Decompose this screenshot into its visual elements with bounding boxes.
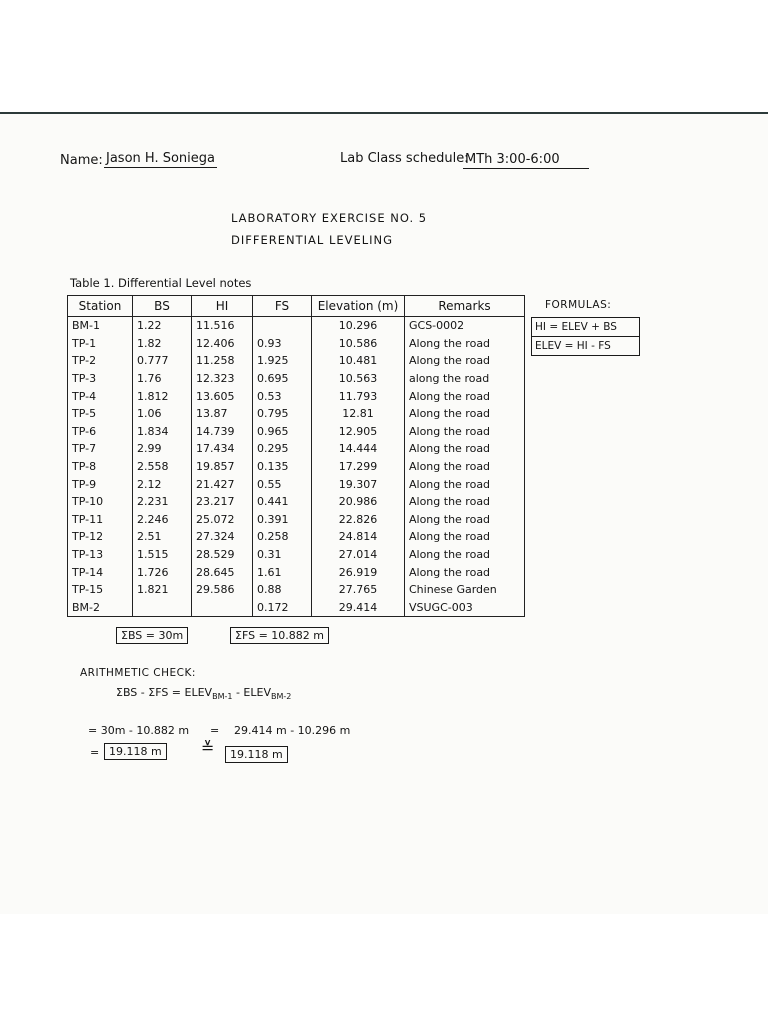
table-body <box>68 317 525 617</box>
cell-station: TP-5 <box>68 405 133 423</box>
cell-remarks: Along the road <box>405 405 525 423</box>
cell-bs: 1.515 <box>133 546 192 564</box>
cell-hi: 11.258 <box>192 352 253 370</box>
table-row <box>68 493 525 511</box>
cell-hi: 13.605 <box>192 387 253 405</box>
cell-remarks: Along the road <box>405 440 525 458</box>
cell-station: TP-3 <box>68 370 133 388</box>
arithmetic-check-label: ARITHMETIC CHECK: <box>80 667 196 679</box>
check-line-2-eq: = <box>210 724 220 737</box>
col-fs: FS <box>253 296 312 317</box>
cell-elevation: 27.014 <box>312 546 405 564</box>
check-line1-sub1: BM-1 <box>212 692 233 702</box>
cell-hi: 11.516 <box>192 317 253 335</box>
cell-station: TP-6 <box>68 423 133 441</box>
table-row <box>68 370 525 388</box>
cell-hi: 19.857 <box>192 458 253 476</box>
col-elevation: Elevation (m) <box>312 296 405 317</box>
cell-hi: 13.87 <box>192 405 253 423</box>
cell-fs: 0.135 <box>253 458 312 476</box>
cell-elevation: 27.765 <box>312 581 405 599</box>
cell-remarks: Along the road <box>405 335 525 353</box>
col-station: Station <box>68 296 133 317</box>
cell-bs: 1.834 <box>133 423 192 441</box>
cell-station: TP-12 <box>68 528 133 546</box>
cell-hi: 14.739 <box>192 423 253 441</box>
cell-hi: 27.324 <box>192 528 253 546</box>
cell-fs: 0.172 <box>253 599 312 617</box>
cell-fs: 0.965 <box>253 423 312 441</box>
cell-remarks: Along the road <box>405 546 525 564</box>
formulas-label: FORMULAS: <box>545 299 612 311</box>
cell-elevation: 24.814 <box>312 528 405 546</box>
cell-hi <box>192 599 253 617</box>
cell-bs: 2.51 <box>133 528 192 546</box>
cell-bs: 2.12 <box>133 475 192 493</box>
cell-hi: 29.586 <box>192 581 253 599</box>
cell-remarks: VSUGC-003 <box>405 599 525 617</box>
cell-fs: 1.61 <box>253 563 312 581</box>
cell-remarks: along the road <box>405 370 525 388</box>
cell-elevation: 10.296 <box>312 317 405 335</box>
cell-elevation: 17.299 <box>312 458 405 476</box>
cell-hi: 17.434 <box>192 440 253 458</box>
cell-station: TP-14 <box>68 563 133 581</box>
cell-remarks: Along the road <box>405 458 525 476</box>
cell-fs <box>253 317 312 335</box>
cell-fs: 0.53 <box>253 387 312 405</box>
cell-remarks: GCS-0002 <box>405 317 525 335</box>
table-row <box>68 599 525 617</box>
cell-station: TP-9 <box>68 475 133 493</box>
cell-elevation: 14.444 <box>312 440 405 458</box>
table-header-row <box>68 296 525 317</box>
table-row <box>68 563 525 581</box>
table-row <box>68 511 525 529</box>
cell-bs: 2.231 <box>133 493 192 511</box>
cell-hi: 12.406 <box>192 335 253 353</box>
check-line-1 <box>116 686 291 701</box>
cell-station: TP-8 <box>68 458 133 476</box>
cell-remarks: Along the road <box>405 563 525 581</box>
table-row <box>68 475 525 493</box>
cell-elevation: 26.919 <box>312 563 405 581</box>
cell-bs: 1.812 <box>133 387 192 405</box>
cell-fs: 0.88 <box>253 581 312 599</box>
formula-elev: ELEV = HI - FS <box>532 336 639 355</box>
cell-bs: 2.99 <box>133 440 192 458</box>
result-left-box: 19.118 m <box>104 743 167 760</box>
cell-station: TP-13 <box>68 546 133 564</box>
table-row <box>68 528 525 546</box>
cell-station: TP-1 <box>68 335 133 353</box>
cell-bs: 1.22 <box>133 317 192 335</box>
table-row <box>68 581 525 599</box>
cell-bs: 0.777 <box>133 352 192 370</box>
cell-elevation: 12.81 <box>312 405 405 423</box>
approx-equal-sign: ≚ <box>201 738 215 757</box>
check-line1-mid: - ELEV <box>232 686 271 699</box>
cell-station: TP-2 <box>68 352 133 370</box>
cell-station: TP-4 <box>68 387 133 405</box>
cell-bs: 2.246 <box>133 511 192 529</box>
cell-bs: 1.726 <box>133 563 192 581</box>
formula-hi: HI = ELEV + BS <box>535 321 617 333</box>
result-eq-sign: = <box>90 746 100 759</box>
cell-elevation: 22.826 <box>312 511 405 529</box>
formulas-box <box>531 317 640 356</box>
schedule-value: MTh 3:00-6:00 <box>463 152 589 169</box>
col-bs: BS <box>133 296 192 317</box>
cell-remarks: Chinese Garden <box>405 581 525 599</box>
table-row <box>68 423 525 441</box>
cell-elevation: 10.563 <box>312 370 405 388</box>
table-row <box>68 440 525 458</box>
cell-fs: 0.295 <box>253 440 312 458</box>
cell-bs: 1.06 <box>133 405 192 423</box>
cell-elevation: 29.414 <box>312 599 405 617</box>
cell-station: TP-10 <box>68 493 133 511</box>
differential-level-table <box>67 295 525 617</box>
cell-hi: 25.072 <box>192 511 253 529</box>
table-row <box>68 458 525 476</box>
table-row <box>68 352 525 370</box>
table-row <box>68 335 525 353</box>
cell-hi: 23.217 <box>192 493 253 511</box>
schedule-label: Lab Class schedule: <box>340 151 469 166</box>
cell-station: TP-11 <box>68 511 133 529</box>
check-line1-sub2: BM-2 <box>270 692 292 702</box>
cell-bs: 1.76 <box>133 370 192 388</box>
cell-hi: 28.645 <box>192 563 253 581</box>
cell-elevation: 11.793 <box>312 387 405 405</box>
cell-elevation: 10.586 <box>312 335 405 353</box>
cell-bs <box>133 599 192 617</box>
cell-remarks: Along the road <box>405 493 525 511</box>
cell-fs: 0.31 <box>253 546 312 564</box>
cell-elevation: 10.481 <box>312 352 405 370</box>
table-row <box>68 405 525 423</box>
cell-fs: 0.93 <box>253 335 312 353</box>
cell-fs: 0.795 <box>253 405 312 423</box>
col-remarks: Remarks <box>405 296 525 317</box>
table-row <box>68 387 525 405</box>
cell-station: BM-2 <box>68 599 133 617</box>
cell-fs: 1.925 <box>253 352 312 370</box>
name-value: Jason H. Soniega <box>106 151 215 166</box>
cell-hi: 28.529 <box>192 546 253 564</box>
exercise-title: LABORATORY EXERCISE NO. 5 <box>231 211 428 225</box>
cell-remarks: Along the road <box>405 511 525 529</box>
sum-fs-box: ΣFS = 10.882 m <box>230 627 329 644</box>
cell-fs: 0.55 <box>253 475 312 493</box>
cell-remarks: Along the road <box>405 387 525 405</box>
table-caption: Table 1. Differential Level notes <box>70 276 252 290</box>
cell-hi: 12.323 <box>192 370 253 388</box>
table-row <box>68 317 525 335</box>
cell-elevation: 19.307 <box>312 475 405 493</box>
cell-station: TP-15 <box>68 581 133 599</box>
cell-fs: 0.258 <box>253 528 312 546</box>
result-right-box: 19.118 m <box>225 746 288 763</box>
cell-elevation: 12.905 <box>312 423 405 441</box>
cell-bs: 1.821 <box>133 581 192 599</box>
cell-elevation: 20.986 <box>312 493 405 511</box>
col-hi: HI <box>192 296 253 317</box>
exercise-subtitle: DIFFERENTIAL LEVELING <box>231 233 394 247</box>
cell-hi: 21.427 <box>192 475 253 493</box>
cell-station: BM-1 <box>68 317 133 335</box>
name-label: Name: <box>60 153 103 168</box>
cell-remarks: Along the road <box>405 475 525 493</box>
check-line-2-left: = 30m - 10.882 m <box>88 724 190 737</box>
cell-remarks: Along the road <box>405 528 525 546</box>
cell-fs: 0.695 <box>253 370 312 388</box>
cell-remarks: Along the road <box>405 423 525 441</box>
cell-fs: 0.391 <box>253 511 312 529</box>
table-row <box>68 546 525 564</box>
check-line1-left: ΣBS - ΣFS = ELEV <box>116 686 213 699</box>
check-line-2-right: 29.414 m - 10.296 m <box>234 724 351 737</box>
sum-bs-box: ΣBS = 30m <box>116 627 188 644</box>
cell-remarks: Along the road <box>405 352 525 370</box>
cell-fs: 0.441 <box>253 493 312 511</box>
cell-station: TP-7 <box>68 440 133 458</box>
cell-bs: 1.82 <box>133 335 192 353</box>
cell-bs: 2.558 <box>133 458 192 476</box>
